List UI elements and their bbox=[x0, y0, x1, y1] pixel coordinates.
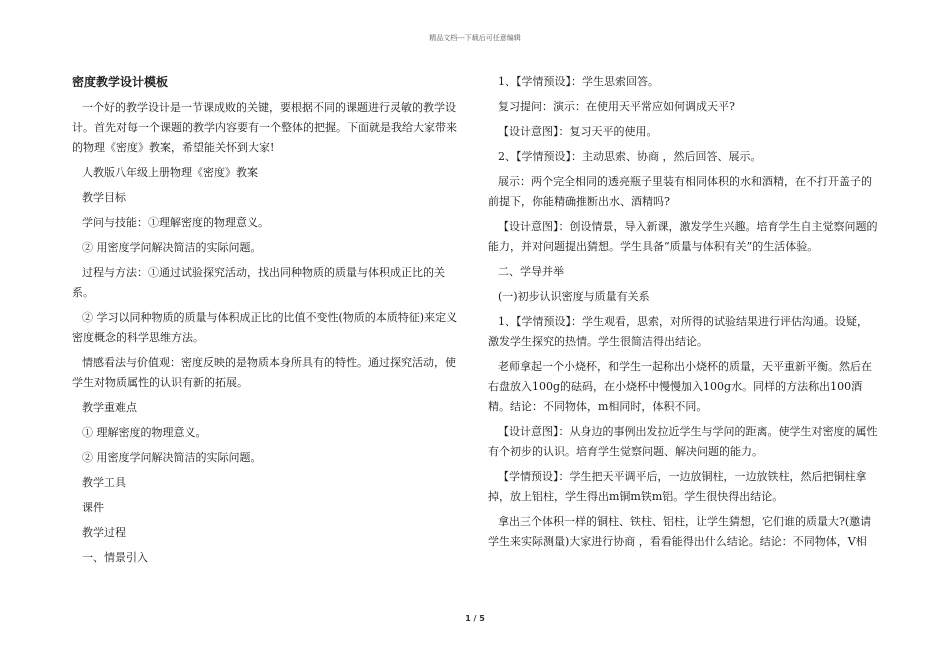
paragraph: 拿出三个体积一样的铜柱、铁柱、铝柱，让学生猜想，它们谁的质量大?(邀请学生来实际测量)大家进行协商 ，看看能得出什么结论。结论：不同物体，V相 bbox=[488, 515, 872, 548]
paragraph: 教学过程 bbox=[82, 526, 126, 539]
paragraph: 【设计意图】：创设情景，导入新课，激发学生兴趣。培育学生自主觉察问题的能力，并对问题提出猜想。学生具备“质量与体积有关”的生活体验。 bbox=[488, 220, 878, 253]
paragraph: 【学情预设】：学生把天平调平后，一边放铜柱，一边放铁柱，然后把铜柱拿掉，放上铝柱，学生得出m铜m铁m铝。学生很快得出结论。 bbox=[488, 470, 867, 503]
paragraph: 过程与方法：①通过试验探究活动，找出同种物质的质量与体积成正比的关系。 bbox=[72, 266, 445, 299]
left-column bbox=[72, 72, 462, 573]
page-number: 1 / 5 bbox=[465, 614, 485, 623]
paragraph: 教学重难点 bbox=[82, 401, 137, 414]
paragraph: 【设计意图】：复习天平的使用。 bbox=[498, 125, 658, 138]
paragraph: 复习提问：演示：在使用天平常应如何调成天平? bbox=[498, 100, 735, 113]
paragraph: 教学工具 bbox=[82, 476, 126, 489]
page-header: 精品文档---下载后可任意编辑 bbox=[429, 34, 521, 42]
right-column bbox=[488, 72, 878, 557]
paragraph: 【设计意图】：从身边的事例出发拉近学生与学问的距离。使学生对密度的属性有个初步的认识。培育学生觉察问题、解决问题的能力。 bbox=[488, 425, 878, 458]
paragraph: 展示：两个完全相同的透亮瓶子里装有相同体积的水和酒精，在不打开盖子的前提下，你能精确推断出水、酒精吗? bbox=[488, 175, 872, 208]
paragraph: ② 学习以同种物质的质量与体积成正比的比值不变性(物质的本质特征)来定义密度概念的科学思维方法。 bbox=[72, 311, 458, 344]
paragraph: 情感看法与价值观：密度反映的是物质本身所具有的特性。通过探究活动，使学生对物质属性的认识有新的拓展。 bbox=[72, 356, 456, 389]
paragraph: 老师拿起一个小烧杯，和学生一起称出小烧杯的质量，天平重新平衡。然后在右盘放入100g的砝码，在小烧杯中慢慢加入100g水。同样的方法称出100酒精。结论：不同物体，m相同时，体积不同。 bbox=[488, 360, 872, 413]
right-body bbox=[488, 72, 878, 552]
paragraph: 课件 bbox=[82, 501, 104, 514]
paragraph: (一)初步认识密度与质量有关系 bbox=[498, 290, 650, 303]
paragraph: 一、情景引入 bbox=[82, 551, 148, 564]
paragraph: 2、【学情预设】：主动思索、协商 ，然后回答、展示。 bbox=[498, 150, 762, 163]
paragraph: 学问与技能：①理解密度的物理意义。 bbox=[82, 216, 269, 229]
paragraph: 教学目标 bbox=[82, 191, 126, 204]
paragraph: ① 理解密度的物理意义。 bbox=[82, 426, 207, 439]
paragraph: 一个好的教学设计是一节课成败的关键，要根据不同的课题进行灵敏的教学设计。首先对每一个课题的教学内容要有一个整体的把握。下面就是我给大家带来的物理《密度》教案，希望能关怀到大家! bbox=[72, 101, 457, 154]
left-body bbox=[72, 98, 462, 568]
paragraph: ② 用密度学问解决简洁的实际问题。 bbox=[82, 451, 262, 464]
paragraph: 人教版八年级上册物理《密度》教案 bbox=[82, 166, 258, 179]
paragraph: ② 用密度学问解决简洁的实际问题。 bbox=[82, 241, 262, 254]
document-title: 密度教学设计模板 bbox=[72, 75, 169, 89]
paragraph: 1、【学情预设】：学生观看，思索，对所得的试验结果进行评估沟通。设疑，激发学生探究的热情。学生很简洁得出结论。 bbox=[488, 315, 868, 348]
paragraph: 1、【学情预设】：学生思索回答。 bbox=[498, 75, 659, 88]
paragraph: 二、学导并举 bbox=[498, 265, 564, 278]
